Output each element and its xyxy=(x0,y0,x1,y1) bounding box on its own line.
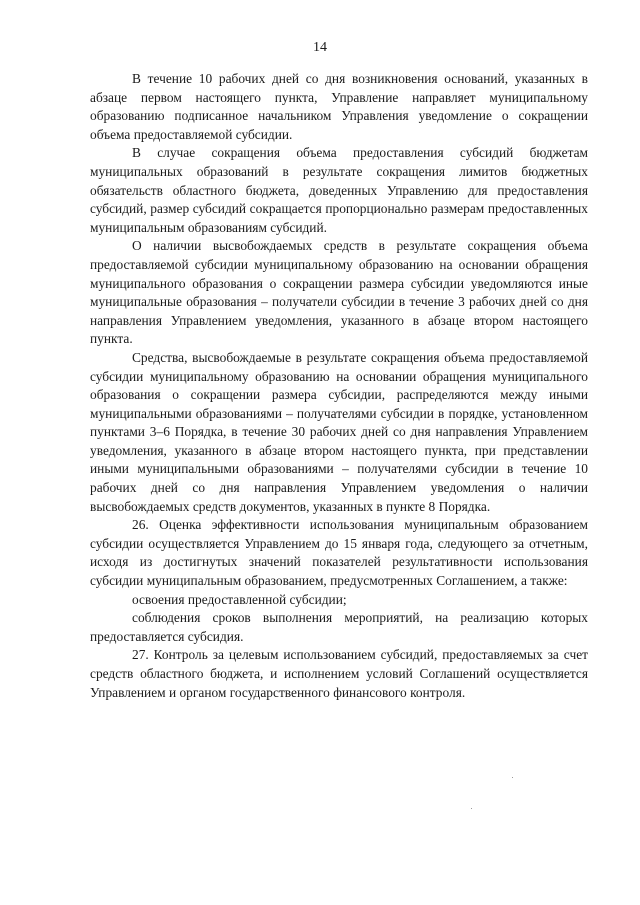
paragraph-subsidy-reduction: В случае сокращения объема предоставления субсидий бюджетам муниципальных образований в результате сокращения лимитов бюджетных обязательств областного бюджета, доведенных Управлению для предоставления субсидий, размер субсидий сокращается пропорционально размерам предоставленных муниципальным образованиям субсидий. xyxy=(90,145,588,235)
paragraph-released-funds-notice: О наличии высвобождаемых средств в результате сокращения объема предоставляемой субсидии муниципальному образованию на основании обращения муниципального образования о сокращении размера субсидии уведомляются иные муниципальные образования – получатели субсидии в течение 3 рабочих дней со дня направления Управлением уведомления, указанного в абзаце втором настоящего пункта. xyxy=(90,238,588,347)
document-body xyxy=(90,70,588,702)
scan-speck xyxy=(512,777,513,778)
paragraph-released-funds-distribution: Средства, высвобождаемые в результате сокращения объема предоставляемой субсидии муниципальному образованию на основании обращения муниципального образования о сокращении размера субсидии, распределяются между иными муниципальными образованиями – получателями субсидии в порядке, установленном пунктами 3–6 Порядка, в течение 30 рабочих дней со дня направления Управлением уведомления, указанного в абзаце втором настоящего пункта, при представлении иными муниципальными образованиями – получателями субсидии в течение 10 рабочих дней со дня направления Управлением уведомления о наличии высвобождаемых средств документов, указанных в пункте 8 Порядка. xyxy=(90,349,588,514)
paragraph-item-26: 26. Оценка эффективности использования муниципальным образованием субсидии осуществляется Управлением до 15 января года, следующего за отчетным, исходя из достигнутых значений показателей результативности использования субсидии муниципальным образованием, предусмотренных Соглашением, а также: xyxy=(90,517,588,589)
page-number: 14 xyxy=(313,40,327,55)
scan-speck xyxy=(471,808,472,809)
paragraph-notification-term: В течение 10 рабочих дней со дня возникновения оснований, указанных в абзаце первом настоящего пункта, Управление направляет муниципальному образованию подписанное начальником Управления уведомление о сокращении объема предоставляемой субсидии. xyxy=(90,71,588,142)
paragraph-item-26-subitem-2: соблюдения сроков выполнения мероприятий, на реализацию которых предоставляется субсидия. xyxy=(90,610,588,644)
paragraph-item-27: 27. Контроль за целевым использованием субсидий, предоставляемых за счет средств областного бюджета, и исполнением условий Соглашений осуществляется Управлением и органом государственного финансового контроля. xyxy=(90,647,588,700)
paragraph-item-26-subitem-1: освоения предоставленной субсидии; xyxy=(132,591,347,607)
